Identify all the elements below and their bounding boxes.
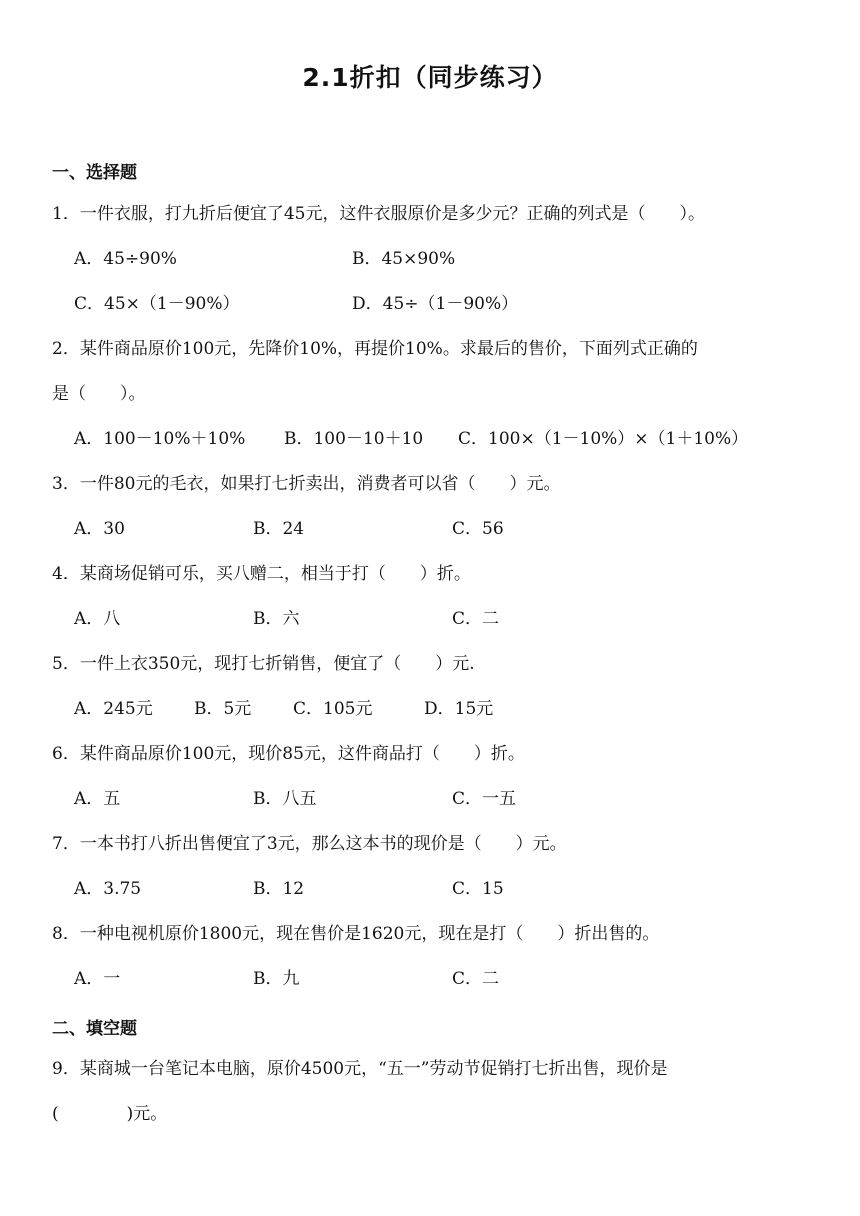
- question-6-text: 6．某件商品原价100元，现价85元，这件商品打（ ）折。: [52, 744, 525, 764]
- question-6-option-c: C．一五: [452, 789, 517, 809]
- question-5-option-c: C．105元: [293, 699, 373, 719]
- question-1-option-a: A．45÷90%: [74, 249, 177, 269]
- question-9-text-cont: ( )元。: [52, 1104, 168, 1124]
- question-5-text: 5．一件上衣350元，现打七折销售，便宜了（ ）元.: [52, 654, 475, 674]
- section-heading-multiple-choice: 一、选择题: [52, 163, 137, 183]
- question-7-option-b: B．12: [253, 879, 305, 899]
- question-8-option-c: C．二: [452, 969, 500, 989]
- question-4-text: 4．某商场促销可乐，买八赠二，相当于打（ ）折。: [52, 564, 471, 584]
- question-6-option-b: B．八五: [253, 789, 317, 809]
- question-2-text: 2．某件商品原价100元，先降价10%，再提价10%。求最后的售价，下面列式正确的: [52, 339, 698, 359]
- question-1-option-b: B．45×90%: [352, 249, 456, 269]
- question-3-option-a: A．30: [74, 519, 125, 539]
- question-1-option-d: D．45÷（1－90%）: [352, 294, 519, 314]
- question-3-option-c: C．56: [452, 519, 504, 539]
- question-5-option-a: A．245元: [74, 699, 153, 719]
- question-1-option-c: C．45×（1－90%）: [74, 294, 240, 314]
- question-7-option-c: C．15: [452, 879, 504, 899]
- question-6-option-a: A．五: [74, 789, 121, 809]
- question-8-option-b: B．九: [253, 969, 300, 989]
- section-heading-fill-in: 二、填空题: [52, 1019, 137, 1039]
- question-4-option-b: B．六: [253, 609, 300, 629]
- question-5-option-b: B．5元: [194, 699, 252, 719]
- question-4-option-a: A．八: [74, 609, 121, 629]
- question-8-option-a: A．一: [74, 969, 121, 989]
- question-3-text: 3．一件80元的毛衣，如果打七折卖出，消费者可以省（ ）元。: [52, 474, 561, 494]
- question-2-text-cont: 是（ ）。: [52, 384, 146, 404]
- question-3-option-b: B．24: [253, 519, 305, 539]
- question-5-option-d: D．15元: [424, 699, 494, 719]
- page-title: 2.1折扣（同步练习）: [302, 63, 558, 92]
- question-2-option-a: A．100－10%＋10%: [74, 429, 246, 449]
- question-7-text: 7．一本书打八折出售便宜了3元，那么这本书的现价是（ ）元。: [52, 834, 567, 854]
- question-7-option-a: A．3.75: [74, 879, 142, 899]
- question-4-option-c: C．二: [452, 609, 500, 629]
- question-8-text: 8．一种电视机原价1800元，现在售价是1620元，现在是打（ ）折出售的。: [52, 924, 660, 944]
- question-1-text: 1．一件衣服，打九折后便宜了45元，这件衣服原价是多少元？正确的列式是（ ）。: [52, 204, 705, 224]
- question-2-option-c: C．100×（1－10%）×（1＋10%）: [458, 429, 749, 449]
- question-9-text: 9．某商城一台笔记本电脑，原价4500元，“五一”劳动节促销打七折出售，现价是: [52, 1059, 668, 1079]
- question-2-option-b: B．100－10＋10: [284, 429, 424, 449]
